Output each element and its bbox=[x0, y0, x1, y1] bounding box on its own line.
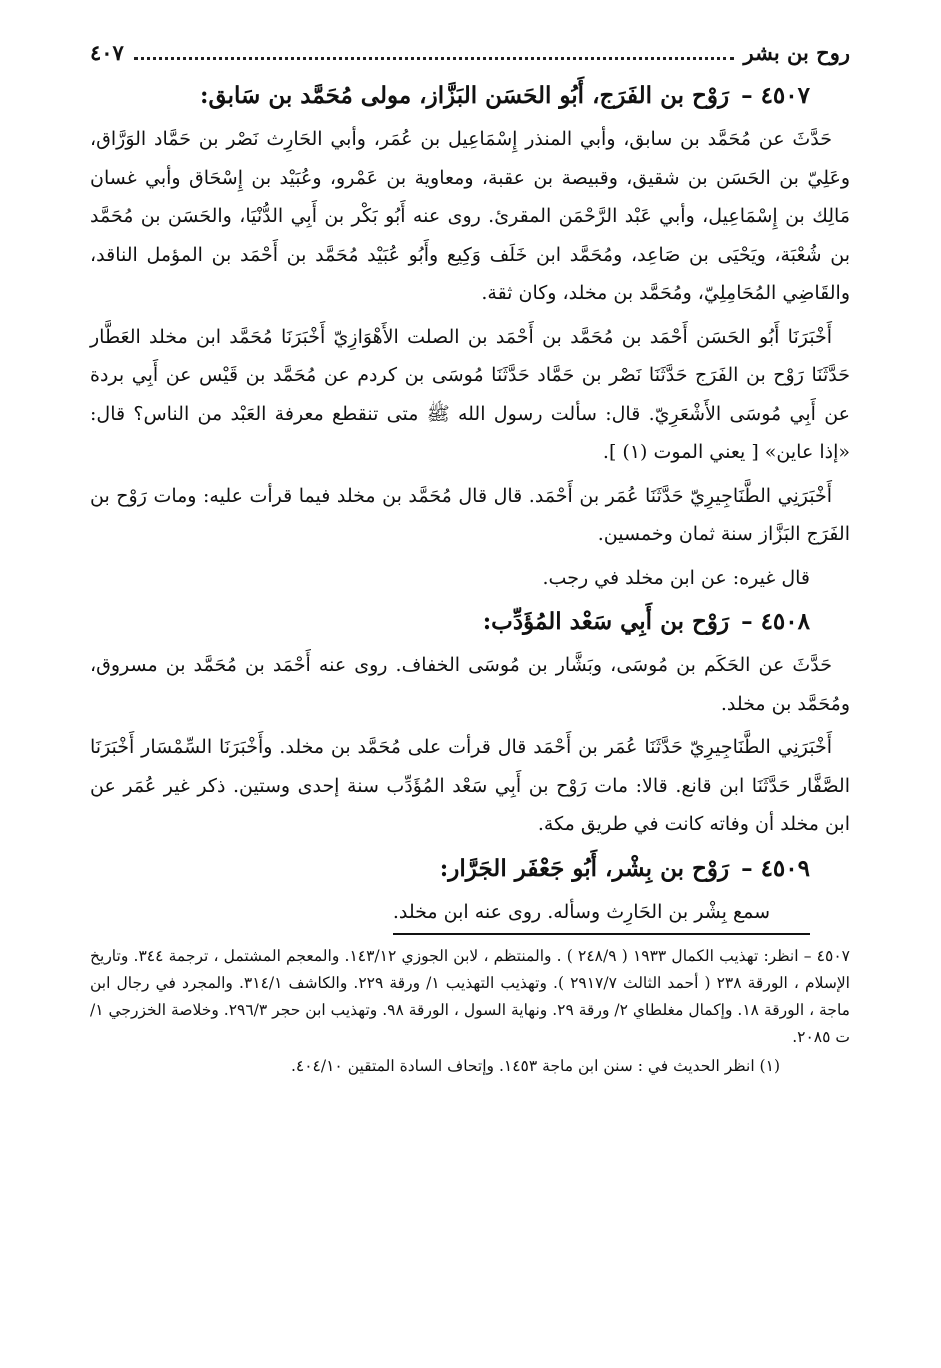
entry-number: ٤٥٠٧ – bbox=[741, 82, 810, 109]
entry-paragraph: أَخْبَرَنِي الطَّنَاجِيرِيّ حَدَّثَنَا عُمَر بن أَحْمَد. قال قال مُحَمَّد بن مخلد فيما قرأت عليه: ومات رَوْح بن الفَرَج البَزَّاز سنة ثمان وخمسين. bbox=[90, 484, 850, 545]
running-header-title: روح بن بشر bbox=[743, 40, 850, 65]
footnotes bbox=[90, 943, 850, 1080]
entry-number: ٤٥٠٩ – bbox=[741, 854, 810, 882]
entry-title: رَوْح بن الفَرَج، أَبُو الحَسَن البَزَّاز، مولى مُحَمَّد بن سَابق: bbox=[199, 82, 730, 109]
entry-paragraph bbox=[90, 893, 850, 936]
entry-number: ٤٥٠٨ – bbox=[741, 608, 810, 635]
entry-title: رَوْح بن أَبِي سَعْد المُؤَدِّب: bbox=[482, 608, 730, 635]
entry-heading bbox=[90, 849, 850, 889]
entry-paragraph: أَخْبَرَنِي الطَّنَاجِيرِيّ حَدَّثَنَا عُمَر بن أَحْمَد قال قرأت على مُحَمَّد بن مخلد. وأَخْبَرَنَا السِّمْسَار أَخْبَرَنَا الصَّفَّار حَدَّثَنَا ابن قانع. قالا: مات رَوْح بن أَبِي سَعْد المُؤَدِّب سنة إحدى وستين. ذكر غير عُمَر عن ابن مخلد أن وفاته كانت في طريق مكة. bbox=[90, 736, 850, 835]
entry-paragraph: قال غيره: عن ابن مخلد في رجب. bbox=[542, 566, 810, 589]
running-header bbox=[90, 40, 850, 74]
book-page bbox=[90, 40, 850, 1082]
footnote-hadith: (١) انظر الحديث في : سنن ابن ماجة ١٤٥٣. وإتحاف السادة المتقين ٤٠٤/١٠. bbox=[290, 1057, 780, 1075]
entry-paragraph: حَدَّثَ عن الحَكَم بن مُوسَى، وبَشَّار بن مُوسَى الخفاف. روى عنه أَحْمَد بن مُحَمَّد بن مسروق، ومُحَمَّد بن مخلد. bbox=[90, 654, 850, 715]
entry-paragraph: أَخْبَرَنَا أَبُو الحَسَن أَحْمَد بن مُحَمَّد بن أَحْمَد بن الصلت الأَهْوَازِيّ أَخْبَرَنَا مُحَمَّد ابن مخلد العَطَّار حَدَّثَنَا رَوْح بن الفَرَج حَدَّثَنَا نَصْر بن حَمَّاد حَدَّثَنَا مُوسَى بن كردم عن مُحَمَّد بن قَيْس عن أَبِي بردة عن أَبِي مُوسَى الأَشْعَرِيّ. قال: سألت رسول الله ﷺ متى تنقطع معرفة العَبْد من الناس؟ قال: «إذا عاين» [ يعني الموت (١) ]. bbox=[90, 325, 850, 463]
entry-heading bbox=[90, 76, 850, 116]
biography-entry bbox=[90, 849, 850, 936]
footnote-separator-line: سمع بِشْر بن الحَارِث وسأله. روى عنه ابن مخلد. bbox=[393, 893, 810, 936]
biography-entry bbox=[90, 76, 850, 597]
entry-title: رَوْح بن بِشْر، أَبُو جَعْفَر الجَرَّار: bbox=[439, 854, 730, 882]
biography-entry bbox=[90, 602, 850, 844]
footnote-sources: ٤٥٠٧ – انظر: تهذيب الكمال ١٩٣٣ ( ٢٤٨/٩ ) . والمنتظم ، لابن الجوزي ١٤٣/١٢. والمعجم المشتمل ، ترجمة ٣٤٤. وتاريخ الإسلام ، الورقة ٢٣٨ ( أحمد الثالث ٢٩١٧/٧ ). وتهذيب التهذيب ١/ ورقة ٢٢٩. والكاشف ٣١٤/١. والمجرد في رجال ابن ماجة ، الورقة ١٨. وإكمال مغلطاي ٢/ ورقة ٢٩. ونهاية السول ، الورقة ٩٨. وتهذيب ابن حجر ٢٩٦/٣. وخلاصة الخزرجي ١/ ت ٢٠٨٥. bbox=[90, 947, 850, 1046]
entry-paragraph: حَدَّثَ عن مُحَمَّد بن سابق، وأبي المنذر إِسْمَاعِيل بن عُمَر، وأبي الحَارِث نَصْر بن حَمَّاد الوَرَّاق، وعَلِيّ بن الحَسَن بن شقيق، وقبيصة بن عقبة، ومعاوية بن عَمْرو، وعُبَيْد بن إِسْحَاق وأبي غسان مَالِك بن إِسْمَاعِيل، وأبي عَبْد الرَّحْمَن المقرئ. روى عنه أَبُو بَكْر بن أَبِي الدُّنْيَا، والحَسَن بن مُحَمَّد بن شُعْبَة، ويَحْيَى بن صَاعِد، ومُحَمَّد ابن خَلَف وَكِيع وأَبُو عُبَيْد مُحَمَّد بن أَحْمَد بن المؤمل الناقد، والقَاضِي المُحَامِلِيّ، ومُحَمَّد بن مخلد، وكان ثقة. bbox=[90, 128, 850, 304]
entry-heading bbox=[90, 602, 850, 642]
page-number: ٤٠٧ bbox=[90, 40, 124, 65]
leader-dots bbox=[134, 57, 734, 60]
